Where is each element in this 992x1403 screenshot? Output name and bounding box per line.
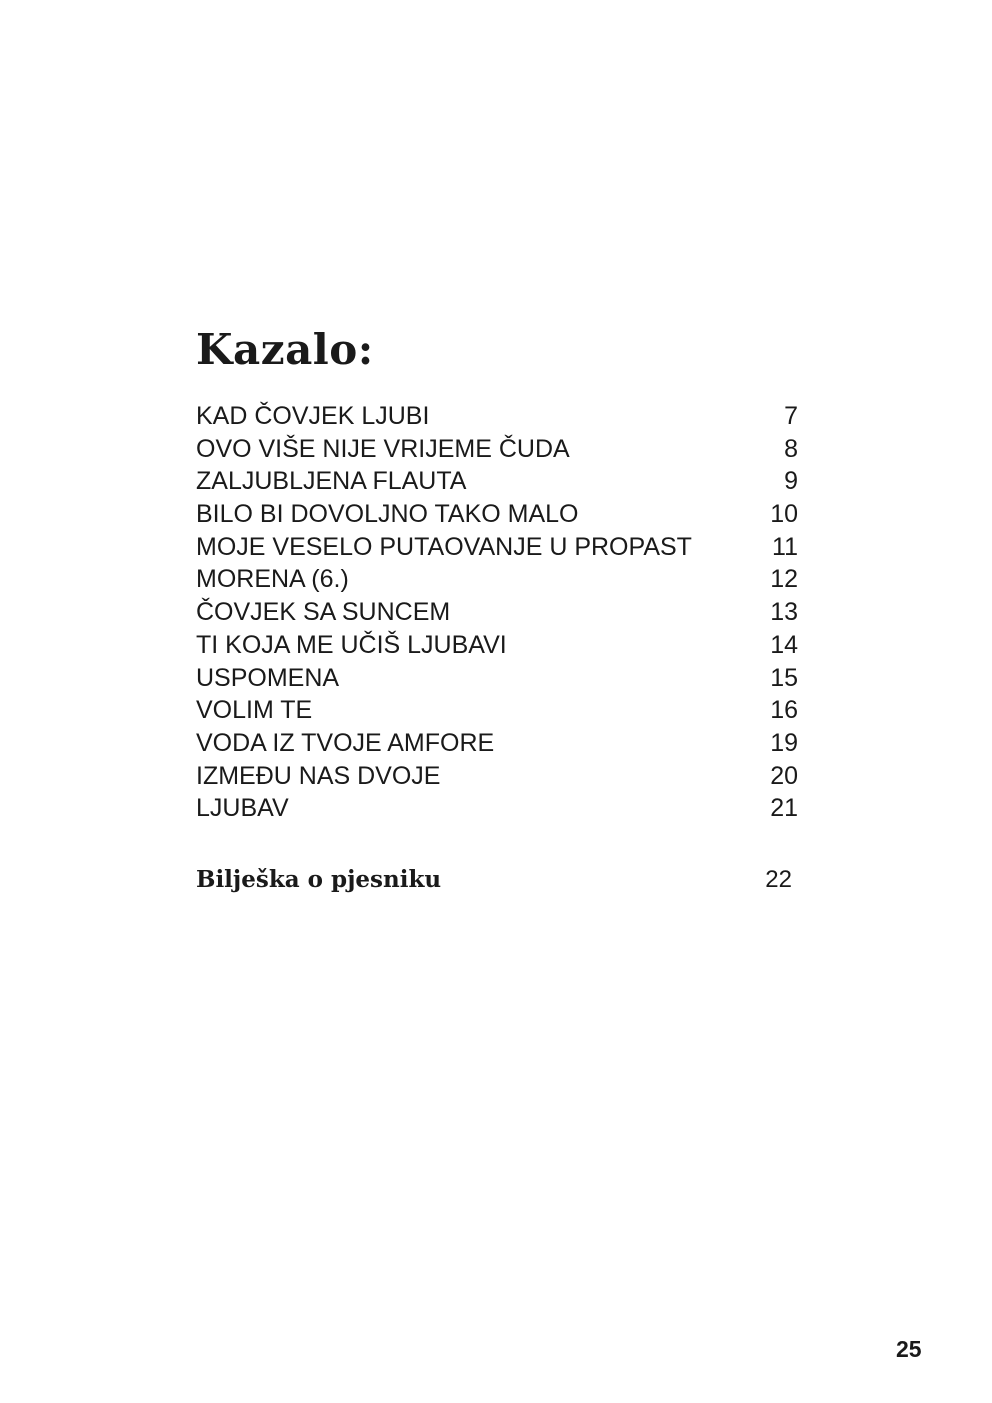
toc-entry: [196, 531, 800, 564]
toc-entry-page: 11: [772, 532, 798, 561]
toc-entry-page: 16: [770, 696, 798, 725]
toc-entry: [196, 694, 800, 727]
toc-entry-title: USPOMENA: [196, 663, 340, 692]
toc-entry-page: 20: [770, 761, 798, 790]
toc-entry-title: ZALJUBLJENA FLAUTA: [196, 467, 467, 496]
toc-entry: [196, 792, 800, 825]
toc-entry-title: LJUBAV: [196, 794, 289, 823]
toc-entry-page: 21: [770, 794, 798, 823]
toc-entry: [196, 498, 800, 531]
toc-entry-title: MOJE VESELO PUTAOVANJE U PROPAST: [196, 532, 692, 561]
toc-entry: [196, 563, 800, 596]
toc-list: [196, 400, 800, 825]
author-note-page: 22: [765, 866, 792, 893]
toc-entry-page: 10: [770, 500, 798, 529]
toc-entry: [196, 465, 800, 498]
toc-entry: [196, 596, 800, 629]
toc-entry: [196, 629, 800, 662]
toc-entry: [196, 400, 800, 433]
toc-entry-page: 19: [770, 728, 798, 757]
toc-entry-page: 8: [784, 434, 798, 463]
page-number: 25: [896, 1336, 922, 1362]
toc-entry-page: 15: [770, 663, 798, 692]
toc-entry-title: KAD ČOVJEK LJUBI: [196, 402, 430, 430]
toc-entry: [196, 727, 800, 760]
toc-entry-title: VODA IZ TVOJE AMFORE: [196, 728, 495, 757]
toc-heading: Kazalo:: [196, 325, 374, 374]
toc-entry-title: OVO VIŠE NIJE VRIJEME ČUDA: [196, 434, 570, 463]
toc-entry: [196, 760, 800, 793]
toc-entry-title: MORENA (6.): [196, 565, 349, 594]
toc-entry: [196, 433, 800, 466]
toc-entry-title: VOLIM TE: [196, 696, 313, 725]
toc-entry-page: 9: [784, 467, 798, 496]
toc-entry-page: 14: [770, 630, 798, 659]
toc-entry-title: BILO BI DOVOLJNO TAKO MALO: [196, 500, 579, 529]
toc-entry-title: ČOVJEK SA SUNCEM: [196, 598, 451, 627]
toc-entry-page: 13: [770, 598, 798, 627]
toc-entry-page: 7: [784, 402, 798, 430]
toc-entry: [196, 662, 800, 695]
toc-entry-title: TI KOJA ME UČIŠ LJUBAVI: [196, 630, 507, 659]
author-note-entry: [196, 864, 796, 896]
toc-entry-page: 12: [770, 565, 798, 594]
author-note-title: Bilješka o pjesniku: [196, 866, 442, 893]
toc-entry-title: IZMEĐU NAS DVOJE: [196, 761, 441, 790]
